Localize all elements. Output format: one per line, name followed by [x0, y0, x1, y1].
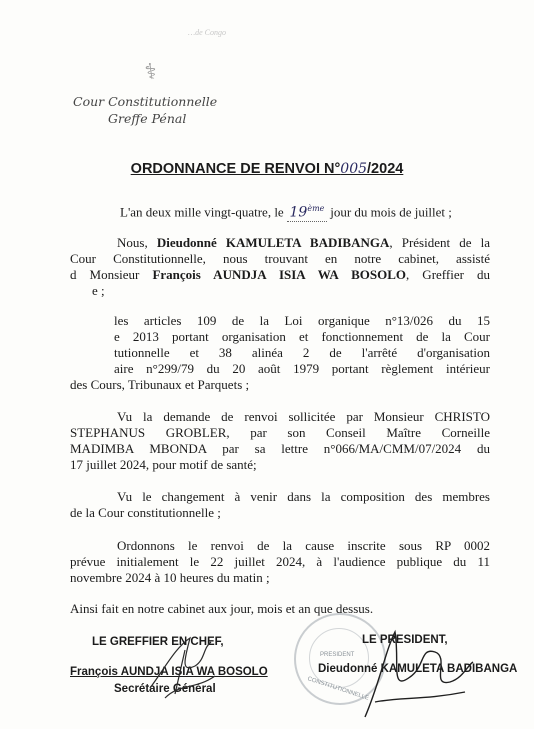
- articles-line-4: aire n°299/79 du 20 août 1979 portant règlement intérieur: [114, 361, 490, 376]
- registrar-name: François AUNDJA ISIA WA BOSOLO: [152, 267, 406, 282]
- nous-line-3: d Monsieur François AUNDJA ISIA WA BOSOLO, Greffier du: [70, 267, 490, 282]
- ordonnons-line-2: prévue initialement le 22 juillet 2024, à l'audience publique du 11: [70, 554, 490, 569]
- demande-line-2: STEPHANUS GROBLER, par son Conseil Maître Corneille: [70, 425, 490, 440]
- ordonnons-line-3: novembre 2024 à 10 heures du matin ;: [70, 570, 270, 585]
- articles-line-3: tutionnelle et 38 alinéa 2 de l'arrêté d'organisation: [114, 345, 490, 360]
- changement-line-2: de la Cour constitutionnelle ;: [70, 505, 221, 520]
- ordonnons-line-1: Ordonnons le renvoi de la cause inscrite sous RP 0002: [117, 538, 490, 553]
- date-before: L'an deux mille vingt-quatre, le: [120, 204, 284, 220]
- nous-line-2: Cour Constitutionnelle, nous trouvant en notre cabinet, assisté: [70, 251, 490, 266]
- date-day-handwritten: 19ème: [287, 204, 327, 222]
- articles-line-2: e 2013 portant organisation et fonctionnement de la Cour: [114, 329, 490, 344]
- demande-line-1: Vu la demande de renvoi sollicitée par Monsieur CHRISTO: [117, 409, 490, 424]
- registrar-signature-scribble: [145, 628, 225, 708]
- closing-line: Ainsi fait en notre cabinet aux jour, mois et an que dessus.: [70, 601, 374, 616]
- registrar-title: Secrétaire Général: [114, 683, 216, 695]
- demande-line-4: 17 juillet 2024, pour motif de santé;: [70, 457, 257, 472]
- faint-header-text: …de Congo: [188, 28, 226, 37]
- changement-line-1: Vu le changement à venir dans la composition des membres: [117, 489, 490, 504]
- demande-line-3: MADIMBA MBONDA par sa lettre n°066/MA/CMM/07/2024 du: [70, 441, 490, 456]
- nous-line-1: Nous, Dieudonné KAMULETA BADIBANGA, Président de la: [117, 235, 490, 250]
- president-role: LE PRESIDENT,: [362, 634, 448, 646]
- stamp-text-top: PRESIDENT: [320, 652, 355, 658]
- president-signature-scribble: [355, 622, 485, 722]
- date-line: [120, 204, 452, 222]
- registrar-role: LE GREFFIER EN CHEF,: [92, 636, 224, 648]
- title-prefix: ORDONNANCE DE RENVOI N°: [130, 161, 341, 177]
- president-name: Dieudonné KAMULETA BADIBANGA: [156, 235, 390, 250]
- date-after: jour du mois de juillet ;: [330, 204, 452, 220]
- court-name: Cour Constitutionnelle: [73, 94, 218, 109]
- registrar-signature-name: François AUNDJA ISIA WA BOSOLO: [70, 666, 268, 678]
- president-signature-name: Dieudonné KAMULETA BADIBANGA: [318, 663, 518, 675]
- coat-of-arms-icon: ⚕: [143, 59, 159, 86]
- ordinance-title: [0, 161, 534, 177]
- stamp-text-bottom: CONSTITUTIONNELLE: [306, 676, 370, 702]
- title-number-handwritten: 005: [340, 161, 368, 177]
- articles-line-5: des Cours, Tribunaux et Parquets ;: [70, 377, 250, 392]
- articles-line-1: les articles 109 de la Loi organique n°13/026 du 15: [114, 313, 490, 328]
- nous-line-4: e ;: [92, 283, 105, 298]
- title-suffix: /2024: [367, 161, 404, 177]
- registry-name: Greffe Pénal: [108, 111, 187, 126]
